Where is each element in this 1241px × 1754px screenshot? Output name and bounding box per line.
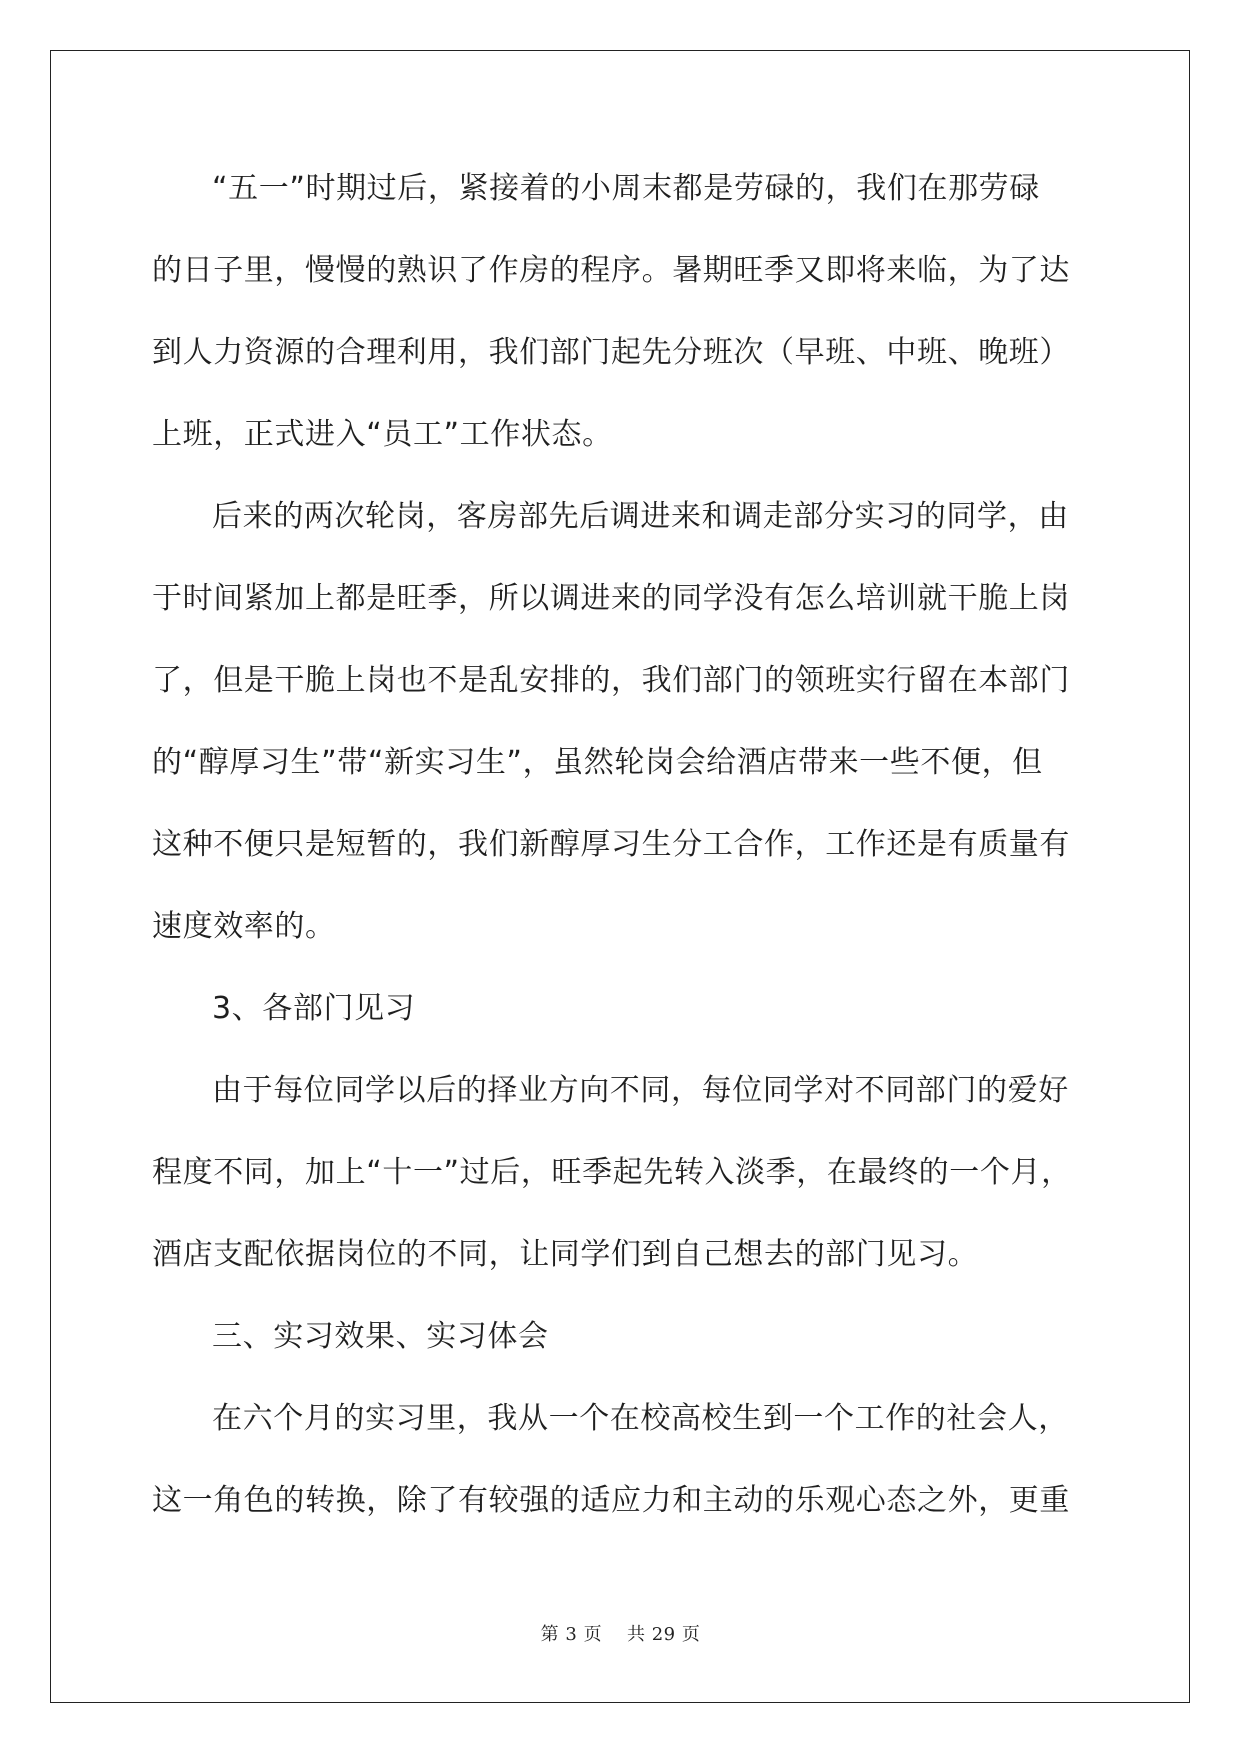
text-line: 了，但是干脆上岗也不是乱安排的，我们部门的领班实行留在本部门: [152, 663, 1070, 698]
text-line: 的“醇厚习生”带“新实习生”，虽然轮岗会给酒店带来一些不便，但: [152, 745, 1043, 780]
total-pages: 共 29 页: [626, 1624, 701, 1645]
page-footer: [0, 1620, 1241, 1646]
text-line: 程度不同，加上“十一”过后，旺季起先转入淡季，在最终的一个月，: [152, 1155, 1072, 1190]
text-line: 在六个月的实习里，我从一个在校高校生到一个工作的社会人，: [212, 1401, 1069, 1436]
text-line: 上班，正式进入“员工”工作状态。: [152, 417, 613, 452]
text-line: 的日子里，慢慢的熟识了作房的程序。暑期旺季又即将来临，为了达: [152, 253, 1070, 288]
section-heading: 3、各部门见习: [212, 991, 416, 1026]
text-line: 后来的两次轮岗，客房部先后调进来和调走部分实习的同学，由: [212, 499, 1069, 534]
text-line: 到人力资源的合理利用，我们部门起先分班次（早班、中班、晚班）: [152, 335, 1070, 370]
document-body: [152, 160, 1092, 1554]
section-heading: 三、实习效果、实习体会: [212, 1319, 549, 1354]
text-line: 由于每位同学以后的择业方向不同，每位同学对不同部门的爱好: [212, 1073, 1069, 1108]
text-line: 速度效率的。: [152, 909, 336, 944]
text-line: 这一角色的转换，除了有较强的适应力和主动的乐观心态之外，更重: [152, 1483, 1070, 1518]
text-line: 于时间紧加上都是旺季，所以调进来的同学没有怎么培训就干脆上岗: [152, 581, 1070, 616]
text-line: 这种不便只是短暂的，我们新醇厚习生分工合作，工作还是有质量有: [152, 827, 1070, 862]
text-line: “五一”时期过后，紧接着的小周末都是劳碌的，我们在那劳碌: [212, 171, 1040, 206]
text-line: 酒店支配依据岗位的不同，让同学们到自己想去的部门见习。: [152, 1237, 979, 1272]
page-number: 第 3 页: [540, 1624, 603, 1645]
